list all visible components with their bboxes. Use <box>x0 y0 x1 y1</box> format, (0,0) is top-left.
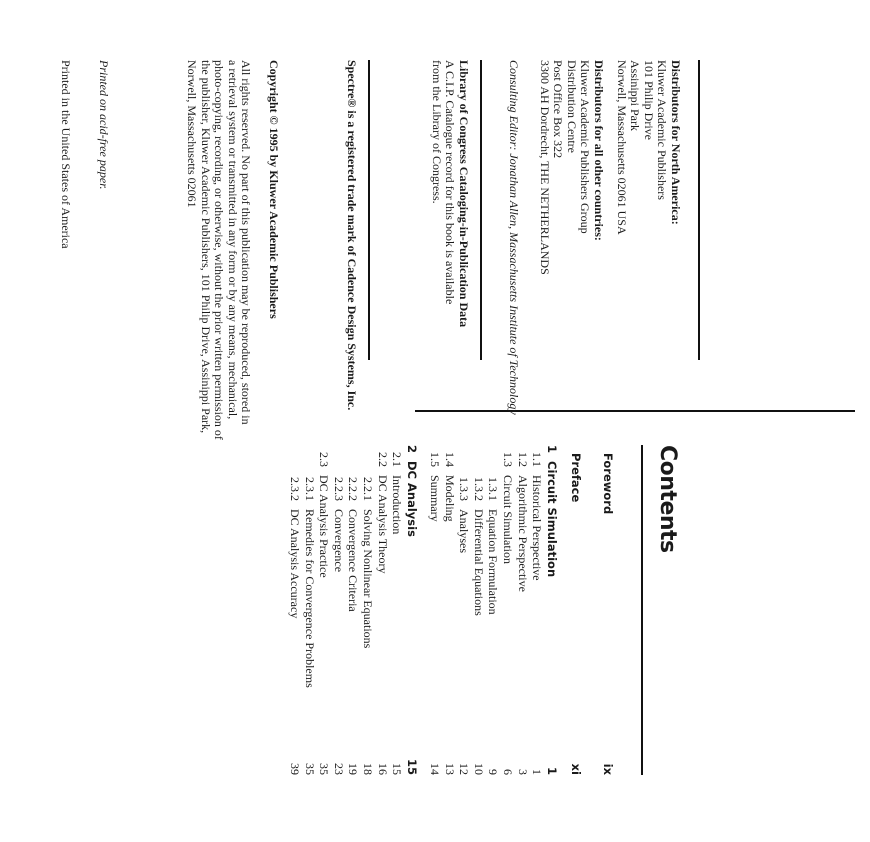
distributors-na-line: Norwell, Massachusetts 02061 USA <box>615 60 629 235</box>
toc-page-number: 35 <box>303 763 317 775</box>
acid-free-text: Printed on acid-free paper. <box>97 60 111 190</box>
toc-entry-label: Algorithmic Perspective <box>516 475 530 592</box>
lower-rule <box>369 60 371 360</box>
toc-page-number: 1 <box>530 769 544 775</box>
toc-entry-label: Foreword <box>601 453 615 515</box>
contents-rule <box>641 445 643 775</box>
distributors-other-line: 3300 AH Dordrecht, THE NETHERLANDS <box>538 60 552 275</box>
toc-row[interactable] <box>516 445 530 775</box>
toc-row[interactable] <box>545 445 559 775</box>
cip-line: A C.I.P. Catalogue record for this book is available <box>443 60 458 305</box>
distributors-na-line: 101 Philip Drive <box>642 60 656 140</box>
toc-page-number: 18 <box>361 763 375 775</box>
toc-row[interactable] <box>601 445 615 775</box>
toc-entry <box>457 477 471 553</box>
toc-entry <box>361 477 375 648</box>
toc-entry-number: 2.2.2 <box>346 477 360 501</box>
toc-entry <box>332 477 346 572</box>
toc-entry-number: 2.3.2 <box>288 477 302 501</box>
toc-entry <box>516 452 530 592</box>
toc-entry-label: Convergence Criteria <box>346 509 360 612</box>
toc-row[interactable] <box>376 445 390 775</box>
toc-entry-label: Differential Equations <box>472 509 486 616</box>
toc-entry-number: 2.1 <box>390 452 404 467</box>
cip-line: from the Library of Congress. <box>430 60 444 204</box>
rights-line: Norwell, Massachusetts 02061 <box>185 60 200 208</box>
toc-entry <box>472 477 486 616</box>
toc-page-number: 6 <box>501 769 515 775</box>
toc-entry <box>405 445 419 537</box>
toc-entry <box>346 477 360 612</box>
toc-entry-number: 1.2 <box>516 452 530 467</box>
toc-page-number: 1 <box>545 766 559 775</box>
toc-page-number: 12 <box>457 763 471 775</box>
rights-line: the publisher, Kluwer Academic Publishers, 101 Philip Drive, Assinippi Park, <box>199 60 213 434</box>
distributors-other-line: Post Office Box 322 <box>551 60 566 159</box>
toc-entry <box>443 452 457 522</box>
distributors-other-heading: Distributors for all other countries: <box>592 60 606 241</box>
toc-entry-label: Preface <box>569 453 583 503</box>
toc-page-number: 39 <box>288 763 302 775</box>
rights-line: photo-copying, recording, or otherwise, without the prior written permission of <box>212 60 227 440</box>
printed-in-notice <box>59 60 73 420</box>
toc-entry-label: Modeling <box>443 475 457 522</box>
toc-entry-label: Remedies for Convergence Problems <box>303 509 317 688</box>
toc-entry-label: DC Analysis Theory <box>376 475 390 574</box>
toc-page-number: 10 <box>472 763 486 775</box>
toc-page-number: 15 <box>405 758 419 775</box>
toc-entry-label: DC Analysis Practice <box>317 475 331 578</box>
toc-row[interactable] <box>486 445 500 775</box>
toc-entry <box>376 452 390 573</box>
distributors-na-heading: Distributors for North America: <box>669 60 683 225</box>
toc-entry-label: DC Analysis Accuracy <box>288 509 302 619</box>
toc-entry-number: 1.3.2 <box>472 477 486 501</box>
toc-entry-number: 2.3.1 <box>303 477 317 501</box>
consulting-editor-text: Consulting Editor: Jonathan Allen, Massachusetts Institute of Technology <box>507 60 521 415</box>
toc-entry-number: 2 <box>405 445 419 454</box>
distributors-na-line: Assinippi Park <box>628 60 643 132</box>
toc-row[interactable] <box>569 445 583 775</box>
acid-free-notice <box>97 60 111 420</box>
toc-page-number: 14 <box>428 763 442 775</box>
toc-row[interactable] <box>332 445 346 775</box>
top-rule <box>699 60 701 360</box>
toc-page-number: 3 <box>516 769 530 775</box>
contents-title: Contents <box>655 445 680 553</box>
toc-page-number: ix <box>601 763 615 775</box>
toc-entry <box>601 445 615 514</box>
distributors-other-line: Kluwer Academic Publishers Group <box>578 60 593 234</box>
toc-entry <box>530 452 544 581</box>
trademark-text: Spectre® is a registered trade mark of Cadence Design Systems, Inc. <box>345 60 359 411</box>
toc-entry <box>288 477 302 618</box>
toc-entry-label: Circuit Simulation <box>545 461 559 578</box>
consulting-editor <box>507 60 521 420</box>
toc-page-number: 13 <box>443 763 457 775</box>
toc-entry <box>303 477 317 688</box>
distributors-other-line: Distribution Centre <box>565 60 579 153</box>
toc-row[interactable] <box>390 445 404 775</box>
contents-page <box>28 445 868 775</box>
toc-entry <box>317 452 331 578</box>
toc-row[interactable] <box>443 445 457 775</box>
toc-row[interactable] <box>288 445 302 775</box>
toc-row[interactable] <box>428 445 442 775</box>
toc-row[interactable] <box>303 445 317 775</box>
distributors-na-line: Kluwer Academic Publishers <box>655 60 670 200</box>
toc-entry-number: 1.4 <box>443 452 457 467</box>
toc-page-number: 15 <box>390 763 404 775</box>
toc-entry-number: 1.5 <box>428 452 442 467</box>
toc-row[interactable] <box>472 445 486 775</box>
trademark-notice <box>345 60 359 420</box>
toc-entry-label: Analyses <box>457 509 471 553</box>
mid-rule <box>481 60 483 360</box>
toc-entry-number: 1.3 <box>501 452 515 467</box>
distributors-north-america <box>615 60 683 420</box>
toc-row[interactable] <box>457 445 471 775</box>
toc-entry-number: 1.1 <box>530 452 544 467</box>
toc-entry-label: Introduction <box>390 475 404 535</box>
toc-row[interactable] <box>405 445 419 775</box>
toc-entry <box>545 445 559 577</box>
toc-entry-label: Summary <box>428 475 442 522</box>
toc-entry-number: 2.2.1 <box>361 477 375 501</box>
toc-entry-number: 1 <box>545 445 559 454</box>
toc-entry-label: Solving Nonlinear Equations <box>361 509 375 649</box>
toc-entry-number: 2.2.3 <box>332 477 346 501</box>
distributors-other-countries <box>538 60 606 420</box>
copyright-page <box>40 60 700 440</box>
copyright-notice <box>185 60 280 440</box>
rights-line: a retrieval system or transmitted in any form or by any means, mechanical, <box>226 60 240 420</box>
toc-page-number: 16 <box>376 763 390 775</box>
rights-line: All rights reserved. No part of this publication may be reproduced, stored in <box>239 60 254 425</box>
toc-entry-number: 1.3.3 <box>457 477 471 501</box>
toc-entry-label: Convergence <box>332 509 346 573</box>
toc-entry-label: DC Analysis <box>405 461 419 537</box>
toc-row[interactable] <box>530 445 544 775</box>
toc-page-number: 19 <box>346 763 360 775</box>
cip-data <box>430 60 471 420</box>
toc-row[interactable] <box>346 445 360 775</box>
toc-entry-number: 2.2 <box>376 452 390 467</box>
toc-page-number: 23 <box>332 763 346 775</box>
toc-page-number: 9 <box>486 769 500 775</box>
toc-entry-number: 1.3.1 <box>486 477 500 501</box>
toc-row[interactable] <box>317 445 331 775</box>
toc-entry <box>390 452 404 534</box>
toc-entry <box>569 445 583 502</box>
printed-in-text: Printed in the United States of America <box>59 60 73 249</box>
copyright-text: Copyright © 1995 by Kluwer Academic Publishers <box>267 60 281 319</box>
toc-page-number: xi <box>569 763 583 775</box>
toc-row[interactable] <box>361 445 375 775</box>
toc-row[interactable] <box>501 445 515 775</box>
toc-entry <box>428 452 442 522</box>
toc-entry <box>501 452 515 564</box>
toc-entry-number: 2.3 <box>317 452 331 467</box>
cip-heading: Library of Congress Cataloging-in-Publication Data <box>457 60 471 328</box>
toc-entry-label: Circuit Simulation <box>501 475 515 564</box>
toc-entry-label: Historical Perspective <box>530 475 544 581</box>
toc-page-number: 35 <box>317 763 331 775</box>
toc-entry <box>486 477 500 615</box>
toc-entry-label: Equation Formulation <box>486 509 500 615</box>
